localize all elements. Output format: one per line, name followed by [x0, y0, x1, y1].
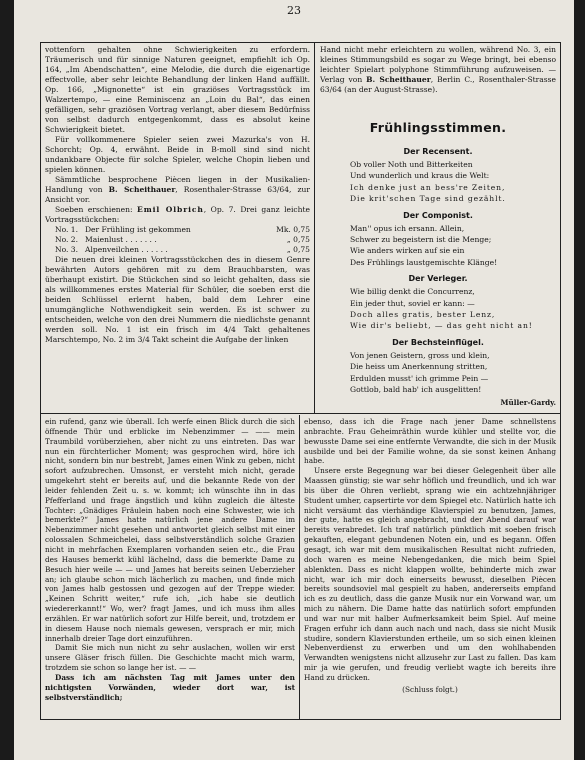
- column-rule-bottom: [299, 415, 300, 719]
- review-paragraph: Hand nicht mehr erleichtern zu wollen, während No. 3, ein kleines Stimmungsbild es sogar zu Wege bringt, bei ebenso leichter Spielart polyphone Stimmführung aufzuweisen. — Verlag von B. Scheithauer, Berlin C., Rosenthaler-Strasse 63/64 (an der August-Strasse).: [320, 45, 556, 94]
- stanza-heading: Der Verleger.: [408, 274, 468, 284]
- review-paragraph: vottenforn gehalten ohne Schwierigkeiten zu erfordern. Träumerisch und für sinnige Naturen geeignet, empfiehlt ich Op. 164, „Im Abendschatten“, eine Melodie, die durch die eigenartige effectvolle, aber sehr leichte Behandlung der linken Hand auffällt. Op. 166, „Mignonette“ ist ein graziöses Vortragsstück im Walzertempo, — eine Reminiscenz an „Loin du Bal“, das einen gefälligen, sehr graziösen Vortrag verlangt, aber diesem Bedürfniss von selbst dadurch entgegenkommt, dass es absolut keine Schwierigkeit bietet.: [45, 45, 310, 134]
- verse-line: Ein jeder thut, soviel er kann: —: [350, 298, 475, 308]
- verse-line: Man'' opus ich ersann. Allein,: [350, 223, 465, 233]
- verse-line: Des Frühlings laustgemischte Klänge!: [350, 257, 498, 267]
- verse-line: Ich denke just an bess're Zeiten,: [350, 182, 506, 192]
- poem-title: Frühlingsstimmen.: [369, 120, 507, 135]
- poem-stanza: [320, 211, 556, 269]
- poem-stanza: [320, 274, 556, 332]
- list-item: No. 2. Maienlust . . . . . . . „ 0,75: [55, 235, 310, 244]
- poem-stanza: [320, 338, 556, 396]
- stanza-heading: Der Componist.: [403, 210, 473, 220]
- stanza-heading: Der Recensent.: [403, 147, 473, 156]
- page-number: 23: [287, 4, 301, 17]
- story-paragraph: ein rufend, ganz wie überall. Ich werfe einen Blick durch die sich öffnende Thür und erblicke im Nebenzimmer — —— mein Traumbild vorüberziehen, aber nicht zu uns eintreten. Das war nun ein fürchterlicher Moment; was gesprochen wird, höre ich nicht, sondern bin nur bestrebt, James einen Wink zu geben, nicht sofort aufzubrechen. Umsonst, er versteht mich nicht, gerade umgekehrt steht er bereits auf, und die bekannte Rede von der leider fehlenden Zeit u. s. w. kommt; ich wünschte ihn in das Pfefferland und frage ängstlich und kühn zugleich die älteste Tochter: „Gnädiges Fräulein haben noch eine Schwester, wie ich bemerkte?“ James hatte natürlich jene andere Dame im Nebenzimmer nicht gesehen und antwortet gleich selbst mit einer colossalen Schmeichelei, dass selbstverständlich solche Grazien nicht in mehrfachen Exemplaren vorhanden seien etc., die Frau des Hauses bemerkt kühl lächelnd, dass die bemerkte Dame zu Besuch hier weile — — und James hat bereits seinen Ueberzieher an; ich glaube schon mich lächerlich zu machen, und finde mich von James halb gestossen und gezogen auf der Treppe wieder. „Keinen Schritt weiter,“ rufe ich, „ich habe sie deutlich wiedererkannt!“ Wo, wer? fragt James, und ich muss ihm alles erzählen. Er war natürlich sofort zur Hilfe bereit, und, trotzdem er in diesem Hause noch niemals gewesen, versprach er mir, mich innerhalb dreier Tage dort einzuführen.: [45, 417, 295, 643]
- story-column-right: [304, 417, 556, 695]
- verse-line: Wie anders wirken auf sie ein: [350, 246, 465, 256]
- publisher-name: B. Scheithauer: [108, 185, 176, 194]
- section-rule: [41, 413, 560, 414]
- verse-line: Schwer zu begeistern ist die Menge;: [350, 235, 492, 245]
- newspaper-page: [14, 0, 574, 760]
- poem-author: Müller-Gardy.: [500, 397, 556, 407]
- verse-line: Wie billig denkt die Concurrenz,: [350, 287, 475, 297]
- verse-line: Die heiss um Anerkennung stritten,: [350, 362, 488, 372]
- review-column-right: [320, 45, 556, 408]
- story-paragraph: Dass ich am nächsten Tag mit James unter den nichtigsten Vorwänden, wieder dort war, ist selbstverständlich;: [45, 672, 295, 702]
- verse-line: Von jenen Geistern, gross und klein,: [350, 350, 490, 360]
- verse-line: Ob voller Noth und Bitterkeiten: [350, 160, 473, 169]
- review-paragraph: Sämmtliche besprochene Piècen liegen in der Musikalien-Handlung von B. Scheithauer, Rosenthaler-Strasse 63/64, zur Ansicht vor.: [45, 175, 310, 204]
- review-paragraph: Für vollkommenere Spieler seien zwei Mazurka's von H. Schorcht; Op. 4, erwähnt. Beide in B-moll sind sind nicht undankbare Objecte für solche Spieler, welche Chopin lieben und spielen können.: [45, 135, 310, 174]
- stanza-heading: Der Bechsteinflügel.: [392, 337, 484, 347]
- story-paragraph: Damit Sie mich nun nicht zu sehr auslachen, wollen wir erst unsere Gläser frisch füllen. Die Geschichte macht mich warm, trotzdem sie schon so lange her ist. — —: [45, 643, 295, 673]
- story-paragraph: Unsere erste Begegnung war bei dieser Gelegenheit über alle Maassen günstig; sie war sehr höflich und freundlich, und ich war bis über die Ohren verliebt, sprang wie ein achtzehnjähriger Student umher, capsertirte vor dem Spiegel etc. Natürlich hatte ich nicht versäumt das vierhändige Klavierspiel zu benutzen, James, der gute, hatte es gleich angebracht, und der Abend darauf war bereits verabredet. Ich traf natürlich pünktlich mit soeben frisch gekauften, elegant gebundenen Noten ein, und es begann. Offen gesagt, ich war mit dem musikalischen Resultat nicht zufrieden, doch waren es meine Nebengedanken, die mich beim Spiel ablenkten. Dass es nicht klappen wollte, behinderte mich zwar nicht, war ich mir doch einerseits bewusst, dieselben Piècen bereits soundsoviel mal gespielt zu haben, andererseits empfand ich es zu deutlich, dass die ganze Musik nur ein Vorwand war, um mich zu nähern. Die Dame hatte das natürlich sofort empfunden und war nur mit halber Aufmerksamkeit beim Spiel. Auf meine Fragen erfuhr ich dann auch nach und nach, dass sie nicht Musik studire, sondern Klavierstunden ertheile, um so sich einen kleinen Nebenverdienst zu erwerben und um den wohlhabenden Verwandten wenigstens nicht allzusehr zur Last zu fallen. Das kam mir ja wie gerufen, und freudig verliebt wagte ich bereits ihre Hand zu drücken.: [304, 466, 556, 682]
- review-paragraph: Soeben erschienen: Emil Olbrich, Op. 7. Drei ganz leichte Vortragsstückchen:: [45, 205, 310, 224]
- verse-line: Und wunderlich und kraus die Welt:: [350, 171, 490, 181]
- page-frame: [40, 42, 561, 720]
- story-paragraph: ebenso, dass ich die Frage nach jener Dame schnellstens anbrachte. Frau Geheimräthin wurde kühler und stellte vor, die bewusste Dame sei eine entfernte Verwandte, die sich in der Musik ausbilde und bei der Familie wohne, da sie sonst keinen Anhang habe.: [304, 417, 556, 466]
- verse-line: Die krit'schen Tage sind gezählt.: [350, 194, 506, 204]
- verse-line: Doch alles gratis, bester Lenz,: [350, 310, 496, 320]
- column-rule-top: [314, 43, 315, 413]
- list-item: No. 1. Der Frühling ist gekommen Mk. 0,75: [55, 225, 310, 234]
- to-be-continued-note: (Schluss folgt.): [402, 684, 458, 694]
- story-column-left: [45, 417, 295, 702]
- poem-stanza: [320, 147, 556, 205]
- list-item: No. 3. Alpenveilchen . . . . . . „ 0,75: [55, 245, 310, 254]
- verse-line: Gottlob, bald hab' ich ausgelitten!: [350, 385, 482, 395]
- composer-name: Emil Olbrich: [137, 205, 204, 214]
- verse-line: Erdulden musst' ich grimme Pein —: [350, 373, 489, 383]
- verse-line: Wie dir's beliebt, — das geht nicht an!: [350, 321, 533, 331]
- review-paragraph: Die neuen drei kleinen Vortragsstückchen des in diesem Genre bewährten Autors gehören mit zu dem Brauchbarsten, was überhaupt existirt. Die Stückchen sind so leicht gehalten, dass sie als willkommenes erstes Material für Schüler, die soeben erst die beiden Schlüssel erlernt haben, bald dem Lehrer eine unumgängliche Nothwendigkeit sein werden. Es ist schwer zu entscheiden, welche von den drei Nummern die niedlichste genannt werden soll. No. 1 ist ein frisch im 4/4 Takt gehaltenes Marschtempo, No. 2 im 3/4 Takt scheint die Aufgabe der linken: [45, 255, 310, 344]
- publisher-name: B. Scheithauer: [366, 75, 431, 84]
- review-column-left: [45, 45, 310, 345]
